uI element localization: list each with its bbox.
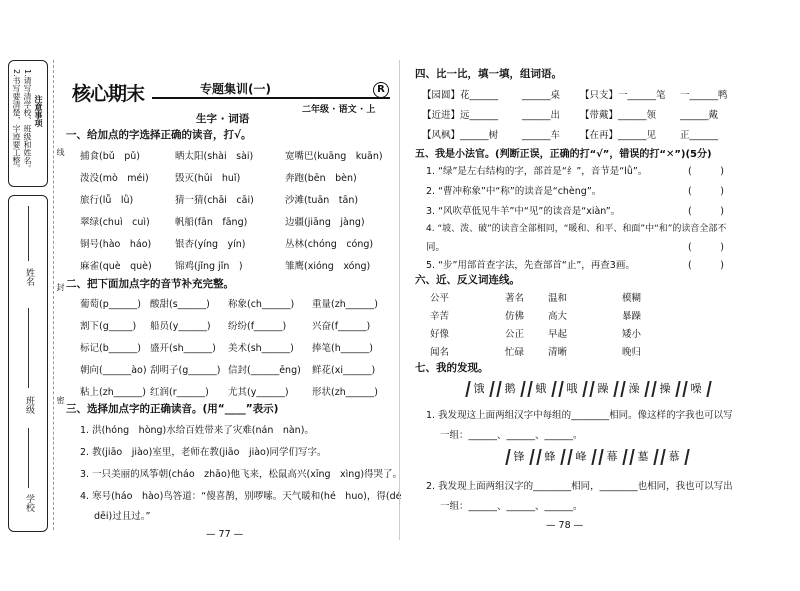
s4-r0c1: ______桌: [522, 90, 561, 101]
s7-q1-answer: 一组：______、______、______。: [440, 430, 583, 441]
s5-item-3: 3. “风吹草低见牛羊”中“见”的读音是“xiàn”。: [426, 206, 621, 217]
brand-logo: 核心期末: [72, 83, 145, 105]
s7-q1: 1. 我发现这上面两组汉字中每组的________相同。像这样的字我也可以写: [426, 410, 733, 421]
s2-title: 二、把下面加点字的音节补充完整。: [66, 278, 234, 290]
s5-item-2: 2. “曹冲称象”中“称”的读音是“chèng”。: [426, 186, 602, 197]
s6-c1-1: 辛苦: [430, 311, 450, 322]
s3-item-4: 4. 寒号(háo hào)鸟答道：“傻喜鹊，别啰嗦。天气暖和(hé huo)，得(dé: [80, 491, 402, 502]
s5-title: 五、我是小法官。(判断正误，正确的打“√”，错误的打“✕”)(5分): [415, 149, 712, 160]
school-label: 学校: [24, 494, 34, 512]
s1-r5c2: 雏鹰(xióng xóng): [285, 261, 371, 272]
s6-c3-0: 温和: [548, 293, 568, 304]
s7-char: 慕: [663, 448, 685, 466]
s6-c2-1: 仿佛: [505, 311, 525, 322]
s5-item-4-cont: 同。: [426, 242, 446, 253]
s2-r3c1: 刮明子(g______): [150, 365, 221, 376]
s4-r2c1: ______车: [522, 130, 561, 141]
s7-char: 锋: [508, 448, 530, 466]
s6-c4-2: 矮小: [622, 329, 642, 340]
grade-label: 二年级 · 语文 · 上: [302, 105, 376, 115]
s2-r1c3: 兴奋(f______): [312, 321, 371, 332]
s5-item-4: 4. “坡、泼、破”的读音全部相同，“暖和、和平、和面”中“和”的读音全部不: [426, 224, 727, 234]
s1-r1c1: 毁灭(hǔi huǐ): [175, 173, 241, 184]
notice-line-1: 1.请写清学校、班级和姓名。: [23, 69, 32, 173]
s7-q2: 2. 我发现上面两组汉字的________相同，________也相同，我也可以写出: [426, 481, 733, 492]
s1-r3c2: 边疆(jiāng jàng): [285, 217, 365, 228]
s7-char: 澡: [623, 380, 645, 398]
s4-r1c2: 【带戴】______领: [580, 110, 657, 121]
s1-r3c1: 帆船(fān fāng): [175, 217, 248, 228]
cut-mark-1: 线: [56, 148, 65, 156]
s2-r4c2: 尤其(y______): [228, 387, 289, 398]
s4-r1c3: ______戴: [680, 110, 719, 121]
s1-r2c2: 沙滩(tuān tān): [285, 195, 359, 206]
s6-c2-2: 公正: [505, 329, 525, 340]
s5-paren-5: ( ): [688, 260, 724, 271]
s1-r4c1: 银杏(yíng yín): [175, 239, 246, 250]
s3-title: 三、选择加点字的正确读音。(用“____”表示): [66, 403, 279, 415]
s2-r1c1: 船员(y______): [150, 321, 211, 332]
s1-r0c0: 捕食(bǔ pǔ): [80, 151, 141, 162]
s7-char: 躁: [592, 380, 614, 398]
s6-c2-0: 著名: [505, 293, 525, 304]
s2-r4c0: 粘上(zh______): [80, 387, 146, 398]
s7-char: 蜂: [539, 448, 561, 466]
notice-line-2: 2.书写要清楚，字迹要工整。: [12, 69, 21, 173]
s1-r4c2: 丛林(chóng cóng): [285, 239, 374, 250]
s7-chars-row-1: [468, 380, 716, 398]
s2-r4c3: 形状(zh______): [312, 387, 378, 398]
s1-r5c1: 锦鸡(jǐng jǐn ): [175, 261, 243, 272]
s1-r4c0: 铜号(hào háo): [80, 239, 152, 250]
s6-c1-0: 公平: [430, 293, 450, 304]
s2-r1c2: 纷纷(f______): [228, 321, 287, 332]
s1-r0c1: 晒太阳(shài sài): [175, 151, 254, 162]
s1-r5c0: 麻雀(què què): [80, 261, 152, 272]
s2-r2c3: 捧笔(h______): [312, 343, 373, 354]
registered-mark: R: [373, 82, 389, 98]
s3-item-3: 3. 一只美丽的凤筝朝(cháo zhāo)他飞来，松鼠高兴(xīng xìng)得哭了。: [80, 469, 403, 480]
s1-title: 一、给加点的字选择正确的读音，打√。: [66, 129, 252, 141]
student-info-box: [8, 195, 48, 532]
s6-c1-3: 闻名: [430, 347, 450, 358]
s2-r0c2: 称象(ch______): [228, 299, 295, 310]
s2-r0c3: 重量(zh______): [312, 299, 378, 310]
s7-char: 饿: [468, 380, 490, 398]
s7-char: 噪: [685, 380, 707, 398]
s2-r2c2: 美术(sh______): [228, 343, 294, 354]
s7-char: 峰: [570, 448, 592, 466]
s7-chars-row-2: [508, 448, 694, 466]
section-subtitle: 生字 · 词语: [196, 113, 250, 125]
s4-r2c0: 【风枫】______树: [422, 130, 499, 141]
s6-c3-3: 清晰: [548, 347, 568, 358]
s6-c4-0: 模糊: [622, 293, 642, 304]
s3-item-4-cont: dēi)过且过。”: [94, 511, 151, 522]
s4-r2c2: 【在再】______见: [580, 130, 657, 141]
s6-c2-3: 忙碌: [505, 347, 525, 358]
page-number-right: — 78 —: [546, 520, 584, 531]
s7-char: 哦: [561, 380, 583, 398]
cut-mark-2: 封: [56, 283, 65, 291]
s3-item-1: 1. 洪(hóng hòng)水给百姓带来了灾难(nán nàn)。: [80, 425, 314, 436]
s1-r1c2: 奔跑(bēn bèn): [285, 173, 357, 184]
s6-c1-2: 好像: [430, 329, 450, 340]
s5-paren-2: ( ): [688, 186, 724, 197]
s3-item-2: 2. 教(jiāo jiào)室里，老师在教(jiāo jiào)同学们写字。: [80, 447, 327, 458]
s1-r1c0: 泼没(mò méi): [80, 173, 149, 184]
s2-r2c0: 标记(b______): [80, 343, 141, 354]
s2-r4c1: 红润(r______): [150, 387, 209, 398]
s6-c4-3: 晚归: [622, 347, 642, 358]
s2-r0c0: 葡萄(p______): [80, 299, 141, 310]
s2-r3c0: 朝向(______ào): [80, 365, 147, 376]
cut-line: [53, 60, 54, 530]
s4-r0c0: 【园圆】花______: [422, 90, 499, 101]
notice-title: 注意事项: [34, 95, 43, 127]
s7-char: 幕: [601, 448, 623, 466]
s7-char: 鹅: [499, 380, 521, 398]
s7-title: 七、我的发现。: [415, 362, 489, 374]
s1-r2c1: 猜一猜(chāi cāi): [175, 195, 254, 206]
s4-r0c2: 【只支】一______笔: [580, 90, 666, 101]
cut-mark-3: 密: [56, 396, 65, 404]
s7-char: 操: [654, 380, 676, 398]
page-title: 专题集训(一): [200, 82, 271, 96]
page-divider: [399, 60, 400, 540]
s1-r0c2: 宽嘴巴(kuāng kuān): [285, 151, 383, 162]
s5-paren-1: ( ): [688, 166, 724, 177]
s6-c3-1: 高大: [548, 311, 568, 322]
s4-r2c3: 正______: [680, 130, 719, 141]
s4-title: 四、比一比，填一填，组词语。: [415, 68, 562, 80]
s2-r0c1: 酸甜(s______): [150, 299, 210, 310]
s5-item-5: 5. “步”用部首查字法，先查部首“止”，再查3画。: [426, 260, 635, 271]
s2-r2c1: 盛开(sh______): [150, 343, 216, 354]
s6-c3-2: 早起: [548, 329, 568, 340]
s5-paren-3: ( ): [688, 206, 724, 217]
s1-r3c0: 翠绿(chuì cuì): [80, 217, 150, 228]
s2-r1c0: 割下(g_____): [80, 321, 137, 332]
s7-q2-answer: 一组：______、______、______。: [440, 501, 583, 512]
s5-paren-4: ( ): [688, 242, 724, 253]
s4-r1c1: ______出: [522, 110, 561, 121]
s2-r3c3: 鲜花(xi______): [312, 365, 376, 376]
notice-box: [8, 60, 48, 187]
s6-c4-1: 暴躁: [622, 311, 642, 322]
s6-title: 六、近、反义词连线。: [415, 274, 520, 286]
s1-r2c0: 旅行(lǚ lǜ): [80, 195, 134, 206]
class-label: 班级: [24, 396, 34, 414]
page-number-left: — 77 —: [206, 529, 244, 540]
s7-char: 墓: [632, 448, 654, 466]
name-label: 姓名: [24, 268, 34, 286]
s4-r0c3: 一______鸭: [680, 90, 728, 101]
s7-char: 蛾: [530, 380, 552, 398]
s4-r1c0: 【近进】远______: [422, 110, 499, 121]
s5-item-1: 1. “绿”是左右结构的字，部首是“纟”，音节是“lǜ”。: [426, 166, 648, 177]
s2-r3c2: 信封(______ēng): [228, 365, 301, 376]
header-rule: [152, 97, 390, 99]
